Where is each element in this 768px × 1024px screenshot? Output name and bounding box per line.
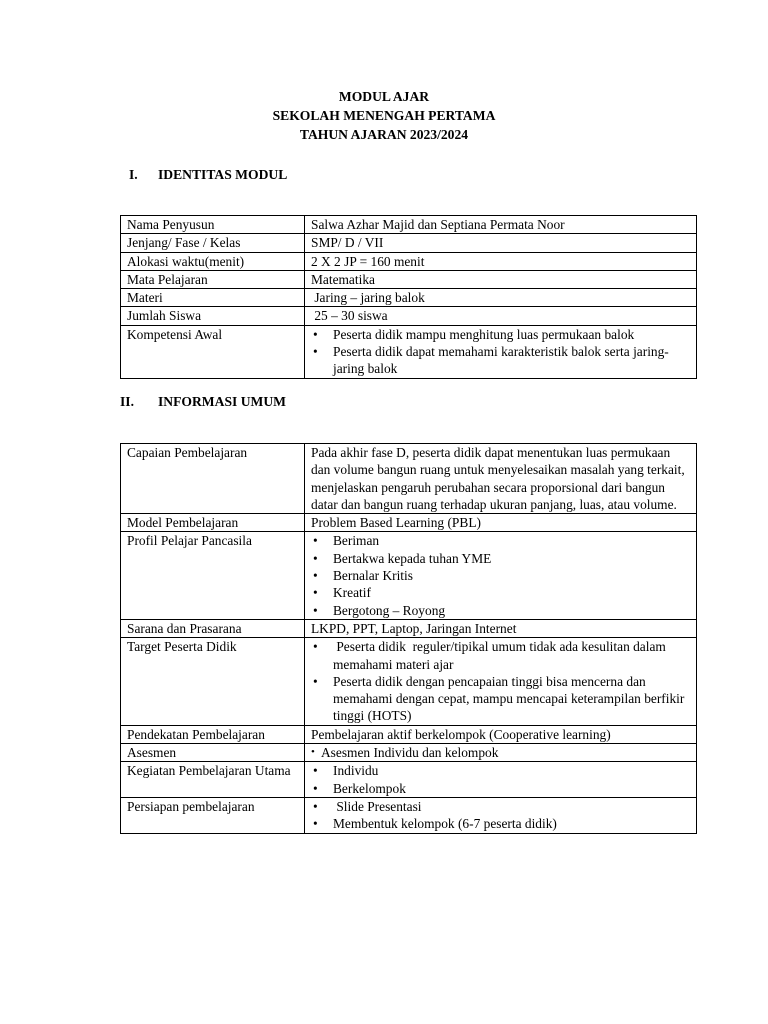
row-label: Mata Pelajaran [121,270,305,288]
row-value [305,325,697,378]
table-row [121,638,697,725]
row-label: Profil Pelajar Pancasila [121,532,305,619]
row-label: Kompetensi Awal [121,325,305,378]
informasi-umum-table [120,443,697,834]
row-label: Jumlah Siswa [121,307,305,325]
row-value: Pada akhir fase D, peserta didik dapat menentukan luas permukaan dan volume bangun ruang untuk menyelesaikan masalah yang terkait, menjelaskan pengaruh perubahan secara proporsional dari bangun datar dan bangun ruang terhadap ukuran panjang, luas, atau volume. [305,444,697,514]
table-row [121,744,697,762]
list-item: • Bertakwa kepada tuhan YME [313,550,492,566]
section-2-title: INFORMASI UMUM [158,394,286,409]
row-value: Matematika [305,270,697,288]
list-item: • Slide Presentasi [313,798,422,814]
row-value: LKPD, PPT, Laptop, Jaringan Internet [305,619,697,637]
list-item: • Beriman [313,533,380,549]
bullet-list [311,798,690,833]
row-label: Persiapan pembelajaran [121,797,305,833]
row-label: Kegiatan Pembelajaran Utama [121,762,305,798]
table-row [121,762,697,798]
bullet-icon: • [313,326,318,342]
list-item: • Peserta didik dapat memahami karakteristik balok serta jaring-jaring balok [313,344,669,377]
row-label: Asesmen [121,744,305,762]
table-row [121,514,697,532]
bullet-icon: • [313,568,318,584]
table-row [121,234,697,252]
list-item: • Peserta didik dengan pencapaian tinggi bisa mencerna dan memahami dengan cepat, mampu mencapai keterampilan berfikir tinggi (HOTS) [313,673,685,724]
bullet-list [311,762,690,797]
table-row [121,252,697,270]
table-row [121,444,697,514]
row-label: Materi [121,289,305,307]
row-label: Pendekatan Pembelajaran [121,725,305,743]
list-item: • Asesmen Individu dan kelompok [311,745,499,761]
row-label: Jenjang/ Fase / Kelas [121,234,305,252]
row-label: Target Peserta Didik [121,638,305,725]
table-row [121,532,697,619]
row-label: Sarana dan Prasarana [121,619,305,637]
bullet-icon: • [313,780,318,796]
school-level: SEKOLAH MENENGAH PERTAMA [272,108,496,123]
row-value [305,638,697,725]
table-row [121,270,697,288]
table-row [121,797,697,833]
list-item: • Bergotong – Royong [313,602,446,618]
table-row [121,725,697,743]
list-item: • Membentuk kelompok (6-7 peserta didik) [313,816,557,832]
row-value: SMP/ D / VII [305,234,697,252]
list-item: • Bernalar Kritis [313,568,413,584]
table-row [121,289,697,307]
row-value [305,797,697,833]
table-row [121,216,697,234]
table-row [121,307,697,325]
list-item: • Peserta didik reguler/tipikal umum tidak ada kesulitan dalam memahami materi ajar [313,639,670,672]
identitas-modul-table [120,215,697,379]
bullet-icon: • [313,533,318,549]
row-value: Pembelajaran aktif berkelompok (Cooperative learning) [305,725,697,743]
bullet-icon: • [313,344,318,360]
row-label: Nama Penyusun [121,216,305,234]
row-label: Capaian Pembelajaran [121,444,305,514]
row-value: 2 X 2 JP = 160 menit [305,252,697,270]
row-value: Jaring – jaring balok [305,289,697,307]
document-title-block [0,87,768,144]
section-1-title: IDENTITAS MODUL [158,167,288,182]
bullet-list [311,638,690,724]
bullet-icon: • [313,639,318,655]
bullet-list [311,326,690,378]
row-value [305,744,697,762]
table-row [121,325,697,378]
row-label: Alokasi waktu(menit) [121,252,305,270]
bullet-icon: • [313,673,318,689]
doc-title: MODUL AJAR [338,89,430,104]
list-item: • Peserta didik mampu menghitung luas permukaan balok [313,326,635,342]
bullet-icon: • [313,585,318,601]
bullet-icon: • [313,763,318,779]
section-1-number: I. [129,167,138,182]
bullet-icon: • [311,746,315,759]
row-value: Salwa Azhar Majid dan Septiana Permata Noor [305,216,697,234]
bullet-list [311,744,690,761]
bullet-icon: • [313,816,318,832]
table-row [121,619,697,637]
academic-year: TAHUN AJARAN 2023/2024 [299,127,469,142]
bullet-icon: • [313,550,318,566]
row-value [305,762,697,798]
row-label: Model Pembelajaran [121,514,305,532]
bullet-icon: • [313,602,318,618]
list-item: • Berkelompok [313,780,406,796]
section-2-number: II. [120,394,134,409]
list-item: • Individu [313,763,379,779]
row-value [305,532,697,619]
bullet-icon: • [313,798,318,814]
row-value: 25 – 30 siswa [305,307,697,325]
list-item: • Kreatif [313,585,371,601]
bullet-list [311,532,690,618]
row-value: Problem Based Learning (PBL) [305,514,697,532]
